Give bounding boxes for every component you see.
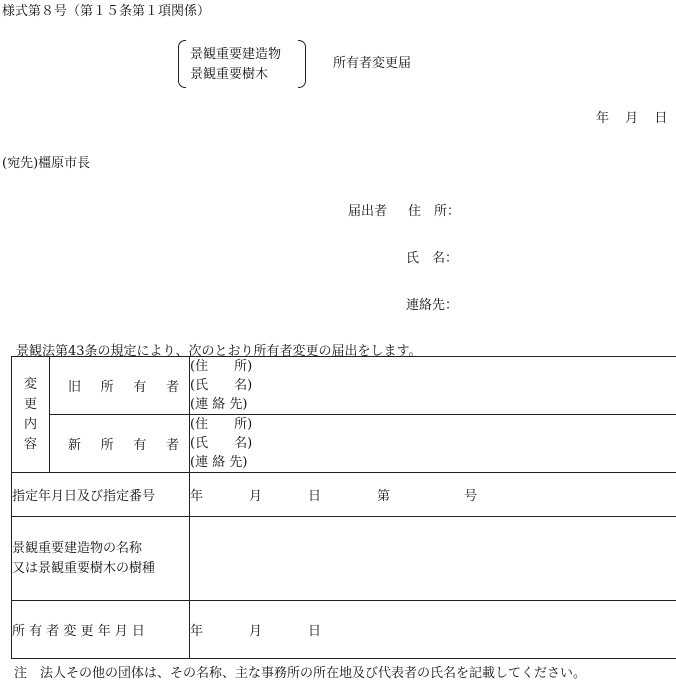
date-month: 月: [625, 111, 638, 126]
applicant-name-label: 氏 名：: [406, 247, 458, 266]
change-date-value[interactable]: 年 月 日: [190, 601, 676, 659]
document-title: 所有者変更届: [333, 52, 411, 71]
new-owner-contact: (連 絡 先): [190, 453, 676, 472]
old-owner-fields[interactable]: [190, 357, 676, 415]
footnote: 注 法人その他の団体は、その名称、主な事務所の所在地及び代表者の氏名を記載してください。: [14, 662, 586, 681]
designation-value[interactable]: 年 月 日 第 号: [190, 473, 676, 517]
form-number: 様式第８号（第１５条第１項関係）: [2, 0, 210, 19]
designation-label: 指定年月日及び指定番号: [12, 473, 190, 517]
applicant-label: 届出者: [348, 200, 387, 219]
subject-option-tree: 景観重要樹木: [190, 63, 268, 82]
old-owner-address: (住 所): [190, 357, 676, 376]
change-form-table: [11, 356, 676, 659]
old-owner-name: (氏 名): [190, 376, 676, 395]
property-name-label: 景観重要建造物の名称 又は景観重要樹木の樹種: [12, 517, 190, 601]
subject-bracket: [178, 40, 308, 88]
left-brace: [178, 40, 186, 88]
right-brace: [298, 40, 306, 88]
old-owner-label: 旧 所 有 者: [50, 357, 190, 415]
applicant-address-label: 住 所：: [408, 200, 460, 219]
new-owner-name: (氏 名): [190, 434, 676, 453]
date-day: 日: [654, 111, 667, 126]
new-owner-fields[interactable]: [190, 415, 676, 473]
property-name-value[interactable]: [190, 517, 676, 601]
change-date-label: 所 有 者 変 更 年 月 日: [12, 601, 190, 659]
addressee: (宛先)橿原市長: [2, 152, 90, 171]
date-year: 年: [596, 111, 609, 126]
filing-date: [596, 107, 667, 126]
applicant-contact-label: 連絡先：: [406, 294, 458, 313]
change-content-label: 変 更 内 容: [12, 357, 50, 473]
subject-option-building: 景観重要建造物: [190, 43, 281, 62]
new-owner-label: 新 所 有 者: [50, 415, 190, 473]
new-owner-address: (住 所): [190, 415, 676, 434]
statement: 景観法第43条の規定により、次のとおり所有者変更の届出をします。: [16, 340, 422, 359]
old-owner-contact: (連 絡 先): [190, 395, 676, 414]
